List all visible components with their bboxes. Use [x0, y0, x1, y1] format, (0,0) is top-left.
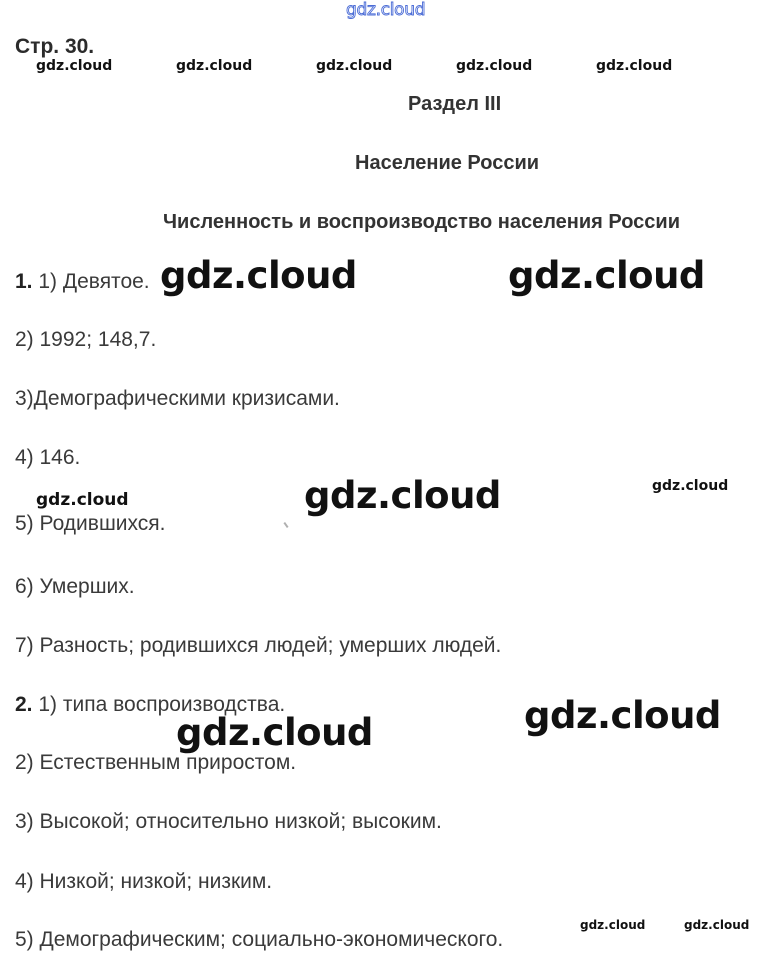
task1-answer-6: 6) Умерших. [15, 575, 135, 598]
task1-answer-3: 3)Демографическими кризисами. [15, 387, 340, 410]
watermark-row-1: gdz.cloud [36, 58, 113, 74]
stray-mark [283, 522, 288, 528]
watermark-footer-1: gdz.cloud [580, 918, 646, 932]
watermark-large-4: gdz.cloud [524, 694, 721, 737]
watermark-header: gdz.cloud [346, 0, 426, 20]
task2-answer-4: 4) Низкой; низкой; низким. [15, 870, 273, 893]
task2-answer-1-text: 1) типа воспроизводства. [38, 693, 286, 716]
watermark-row-4: gdz.cloud [456, 58, 533, 74]
task1-answer-1-text: 1) Девятое. [38, 270, 150, 293]
task2-answer-2: 2) Естественным приростом. [15, 751, 297, 774]
task1-answer-2: 2) 1992; 148,7. [15, 328, 157, 351]
task1-answer-1 [15, 270, 150, 294]
watermark-mid-left: gdz.cloud [36, 490, 129, 510]
watermark-row-2: gdz.cloud [176, 58, 253, 74]
topic-heading: Население России [355, 152, 540, 174]
task1-number: 1. [15, 270, 33, 293]
task1-answer-5: 5) Родившихся. [15, 512, 166, 535]
page-number: Стр. 30. [15, 35, 95, 58]
watermark-mid-right: gdz.cloud [652, 478, 729, 494]
section-heading: Раздел III [408, 93, 502, 115]
task1-answer-4: 4) 146. [15, 446, 81, 469]
watermark-row-5: gdz.cloud [596, 58, 673, 74]
task1-answer-7: 7) Разность; родившихся людей; умерших людей. [15, 634, 502, 657]
task2-number: 2. [15, 693, 33, 716]
watermark-large-1: gdz.cloud [160, 254, 357, 297]
watermark-row-3: gdz.cloud [316, 58, 393, 74]
watermark-large-3: gdz.cloud [304, 474, 501, 517]
task2-answer-3: 3) Высокой; относительно низкой; высоким. [15, 810, 442, 833]
watermark-large-5: gdz.cloud [176, 711, 373, 754]
watermark-large-2: gdz.cloud [508, 254, 705, 297]
watermark-footer-2: gdz.cloud [684, 918, 750, 932]
task2-answer-5: 5) Демографическим; социально-экономического. [15, 928, 504, 951]
subtopic-heading: Численность и воспроизводство населения России [163, 211, 681, 233]
